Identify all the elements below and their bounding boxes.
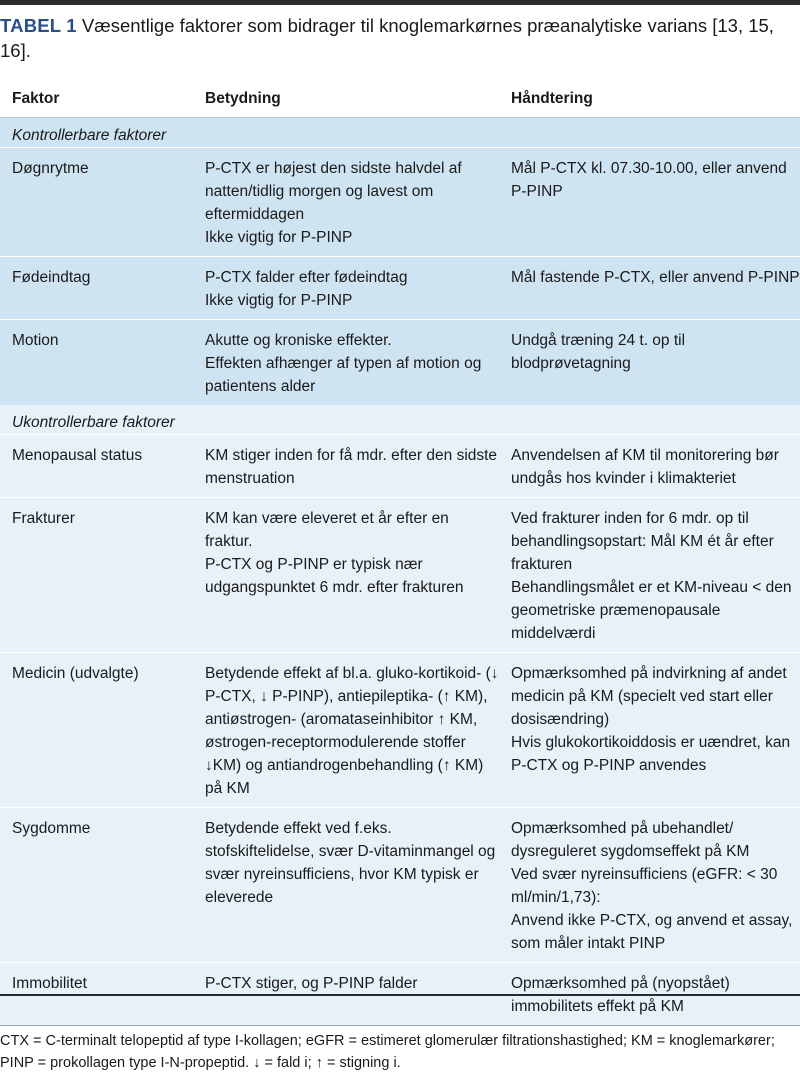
- cell-faktor: Fødeindtag: [12, 269, 91, 286]
- cell-paragraph: Mål P-CTX kl. 07.30-10.00, eller anvend P-PINP: [511, 160, 787, 200]
- header-handtering: Håndtering: [511, 89, 593, 107]
- section-label: Ukontrollerbare faktorer: [12, 414, 175, 431]
- cell-faktor: Motion: [12, 332, 59, 349]
- section-uncontrollable: [0, 405, 800, 1025]
- cell-paragraph: Ved frakturer inden for 6 mdr. op til behandlingsopstart: Mål KM ét år efter frakturen: [511, 510, 774, 573]
- cell-paragraph: Effekten afhænger af typen af motion og patientens alder: [205, 355, 482, 395]
- cell-betydning: [195, 444, 500, 490]
- cell-paragraph: Hvis glukokortikoiddosis er uændret, kan P-CTX og P-PINP anvendes: [511, 734, 791, 774]
- cell-paragraph: Ved svær nyreinsufficiens (eGFR: < 30 ml/min/1,73):: [511, 866, 778, 906]
- cell-betydning: [195, 817, 500, 955]
- cell-faktor: Sygdomme: [12, 820, 91, 837]
- cell-betydning: [195, 266, 500, 312]
- table-row: [0, 256, 800, 319]
- header-faktor: Faktor: [12, 89, 60, 107]
- cell-paragraph: Opmærksomhed på (nyopstået) immobilitets effekt på KM: [511, 975, 730, 1015]
- table-number: TABEL 1: [0, 15, 77, 36]
- cell-betydning: [195, 662, 500, 800]
- table-row: [0, 147, 800, 256]
- cell-faktor: Menopausal status: [12, 447, 143, 464]
- cell-faktor: Døgnrytme: [12, 160, 89, 177]
- cell-paragraph: KM stiger inden for få mdr. efter den sidste menstruation: [205, 447, 498, 487]
- table-title: Væsentlige faktorer som bidrager til knoglemarkørnes præanalytiske varians [13, 15, 16].: [0, 15, 774, 61]
- section-label: Kontrollerbare faktorer: [12, 127, 167, 144]
- cell-paragraph: P-CTX og P-PINP er typisk nær udgangspunktet 6 mdr. efter frakturen: [205, 556, 464, 596]
- cell-paragraph: Behandlingsmålet er et KM-niveau < den geometriske præmenopausale middelværdi: [511, 579, 792, 642]
- bottom-rule: [0, 994, 800, 996]
- cell-handtering: [500, 507, 800, 645]
- table-footnote: CTX = C-terminalt telopeptid af type I-kollagen; eGFR = estimeret glomerulær filtrationshastighed; KM = knoglemarkører; PINP = prokollagen type I-N-propeptid. ↓ = fald i; ↑ = stigning i.: [0, 1025, 800, 1074]
- cell-paragraph: Opmærksomhed på ubehandlet/ dysreguleret sygdomseffekt på KM: [511, 820, 750, 860]
- cell-handtering: [500, 266, 800, 312]
- table-body: [0, 118, 800, 1025]
- header-betydning: Betydning: [205, 89, 281, 107]
- table-row: [0, 652, 800, 807]
- cell-paragraph: Mål fastende P-CTX, eller anvend P-PINP: [511, 269, 800, 286]
- table-header: [0, 80, 800, 118]
- table-row: [0, 319, 800, 405]
- cell-paragraph: KM kan være eleveret et år efter en fraktur.: [205, 510, 449, 550]
- cell-paragraph: P-CTX er højest den sidste halvdel af natten/tidlig morgen og lavest om eftermiddagen: [205, 160, 462, 223]
- cell-handtering: [500, 817, 800, 955]
- cell-faktor: Frakturer: [12, 510, 75, 527]
- cell-paragraph: Undgå træning 24 t. op til blodprøvetagning: [511, 332, 686, 372]
- table-row: [0, 434, 800, 497]
- cell-betydning: [195, 157, 500, 249]
- cell-paragraph: Betydende effekt af bl.a. gluko-kortikoid- (↓ P-CTX, ↓ P-PINP), antiepileptika- (↑ KM), antiøstrogen- (aromataseinhibitor ↑ KM, østrogen-receptormodulerende stoffer ↓KM) og antiandrogenbehandling (↑ KM) på KM: [205, 665, 499, 797]
- cell-paragraph: P-CTX stiger, og P-PINP falder: [205, 975, 418, 992]
- section-controllable: [0, 118, 800, 405]
- cell-paragraph: Ikke vigtig for P-PINP: [205, 292, 353, 309]
- cell-handtering: [500, 329, 800, 398]
- cell-paragraph: Ikke vigtig for P-PINP: [205, 229, 353, 246]
- cell-betydning: [195, 507, 500, 645]
- table-row: [0, 497, 800, 652]
- cell-paragraph: Opmærksomhed på indvirkning af andet medicin på KM (specielt ved start eller dosisændring): [511, 665, 787, 728]
- cell-betydning: [195, 329, 500, 398]
- cell-faktor: Immobilitet: [12, 975, 87, 992]
- table-row: [0, 807, 800, 962]
- cell-paragraph: Akutte og kroniske effekter.: [205, 332, 392, 349]
- cell-handtering: [500, 444, 800, 490]
- table-caption: [0, 5, 800, 67]
- cell-paragraph: Anvend ikke P-CTX, og anvend et assay, som måler intakt PINP: [511, 912, 793, 952]
- cell-handtering: [500, 157, 800, 249]
- cell-faktor: Medicin (udvalgte): [12, 665, 139, 682]
- cell-handtering: [500, 662, 800, 800]
- cell-paragraph: P-CTX falder efter fødeindtag: [205, 269, 408, 286]
- cell-paragraph: Anvendelsen af KM til monitorering bør undgås hos kvinder i klimakteriet: [511, 447, 779, 487]
- cell-paragraph: Betydende effekt ved f.eks. stofskiftelidelse, svær D-vitaminmangel og svær nyreinsufficiens, hvor KM typisk er eleverede: [205, 820, 496, 906]
